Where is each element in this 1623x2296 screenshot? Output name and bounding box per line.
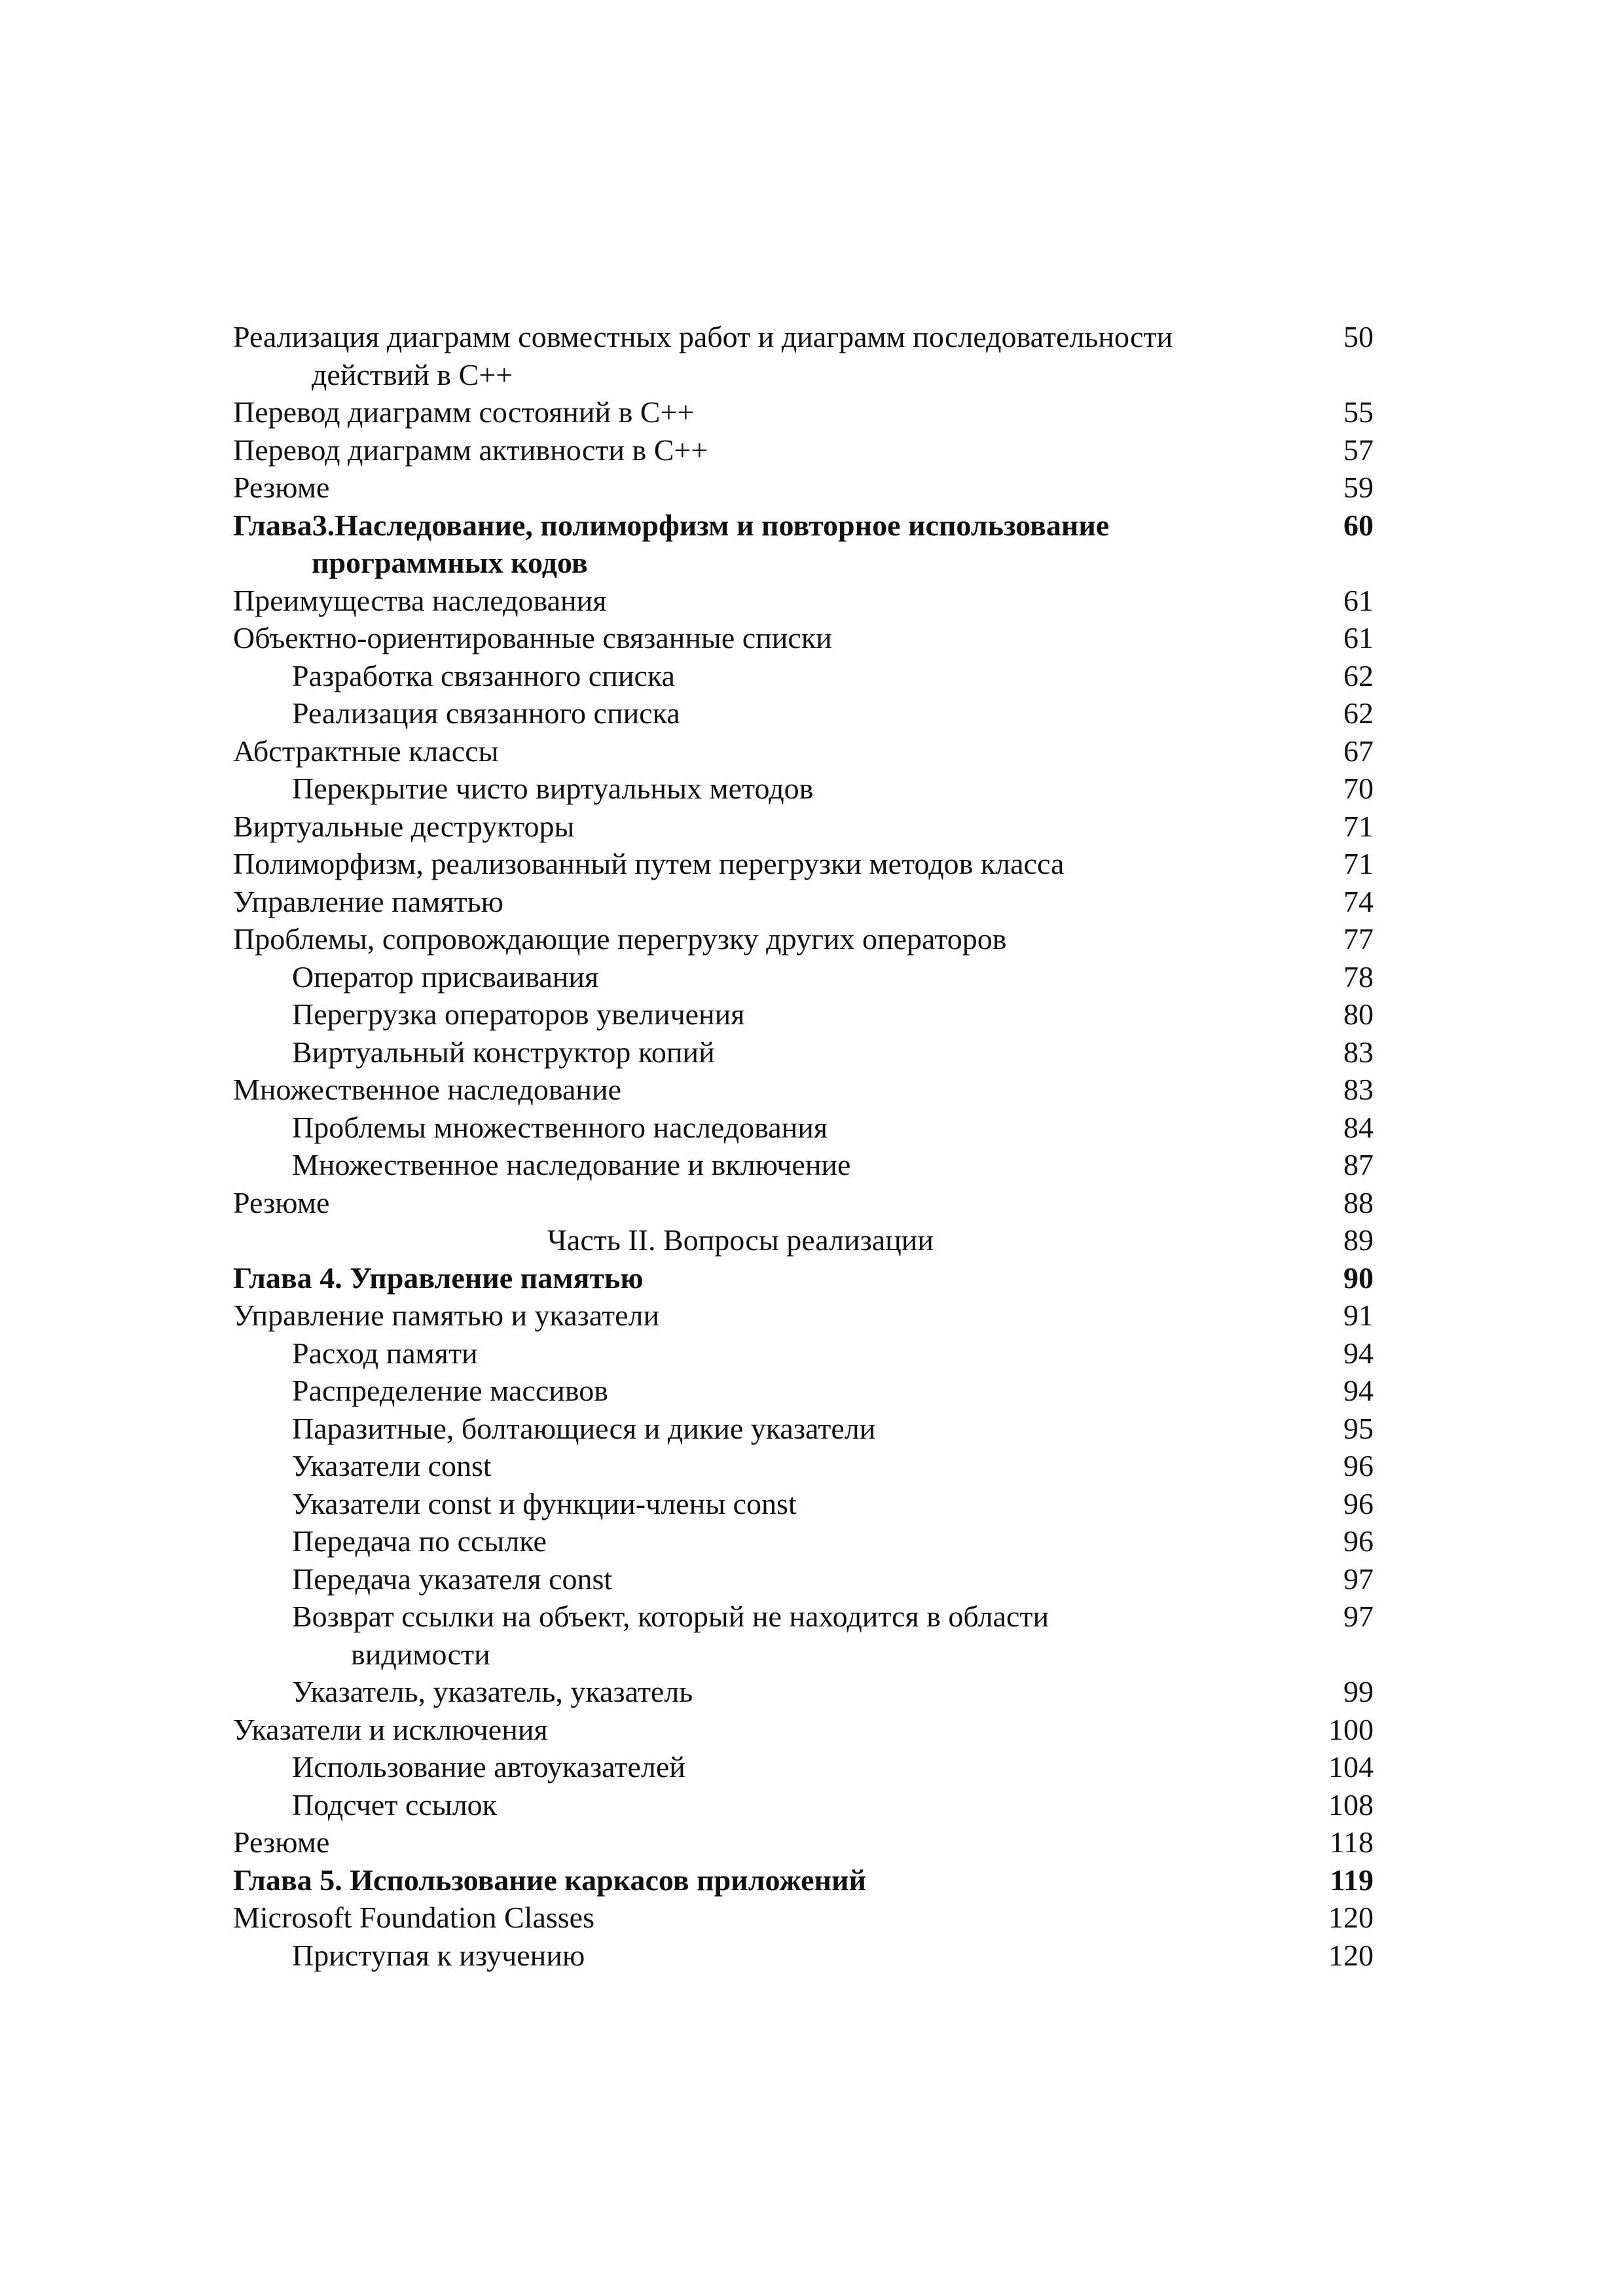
toc-entry-page: 97 xyxy=(1343,1562,1374,1596)
toc-subentry xyxy=(233,694,1379,732)
toc-entry-page: 95 xyxy=(1343,1411,1374,1445)
toc-entry-page: 119 xyxy=(1330,1863,1374,1897)
toc-entry xyxy=(233,393,1379,431)
toc-subentry xyxy=(233,657,1379,695)
toc-entry-title: Виртуальные деструкторы xyxy=(233,809,575,843)
toc-entry-title: Глава 5. Использование каркасов приложений xyxy=(233,1863,867,1897)
toc-entry-title: Глава 4. Управление памятью xyxy=(233,1261,644,1295)
toc-subentry xyxy=(233,1485,1379,1523)
toc-entry-page: 77 xyxy=(1343,922,1374,956)
toc-subentry xyxy=(233,1335,1379,1372)
toc-entry-title: Указатель, указатель, указатель xyxy=(292,1675,693,1708)
toc-entry xyxy=(233,318,1379,393)
toc-entry-page: 71 xyxy=(1343,809,1374,843)
toc-subentry xyxy=(233,1598,1379,1673)
toc-subentry xyxy=(233,1522,1379,1560)
toc-entry xyxy=(233,808,1379,846)
toc-entry-title: Преимущества наследования xyxy=(233,583,607,617)
toc-entry-page: 70 xyxy=(1343,772,1374,805)
toc-entry-page: 83 xyxy=(1343,1073,1374,1106)
toc-entry-page: 96 xyxy=(1343,1486,1374,1520)
toc-entry-page: 89 xyxy=(1343,1223,1374,1257)
toc-entry xyxy=(233,1297,1379,1335)
toc-subentry xyxy=(233,1748,1379,1786)
toc-subentry xyxy=(233,1786,1379,1824)
toc-entry-page: 100 xyxy=(1328,1712,1374,1746)
toc-entry-title: Абстрактные классы xyxy=(233,734,499,768)
toc-entry-title: Расход памяти xyxy=(292,1336,478,1370)
toc-entry xyxy=(233,1899,1379,1937)
toc-entry-page: 62 xyxy=(1343,658,1374,692)
toc-entry-page: 99 xyxy=(1343,1675,1374,1708)
toc-entry-title xyxy=(233,507,1254,582)
toc-entry-page: 55 xyxy=(1343,395,1374,429)
toc-entry-page: 88 xyxy=(1343,1185,1374,1219)
toc-entry-title-line1: Возврат ссылки на объект, который не находится в области xyxy=(292,1600,1049,1633)
toc-entry-page: 83 xyxy=(1343,1035,1374,1069)
toc-entry xyxy=(233,732,1379,770)
toc-entry-page: 120 xyxy=(1328,1938,1374,1972)
toc-subentry xyxy=(233,1560,1379,1598)
toc-entry-page: 84 xyxy=(1343,1110,1374,1144)
toc-entry-title: Управление памятью xyxy=(233,884,503,918)
toc-entry-title: Проблемы, сопровождающие перегрузку других операторов xyxy=(233,922,1007,956)
toc-entry-title: Microsoft Foundation Classes xyxy=(233,1901,594,1934)
toc-entry-page: 67 xyxy=(1343,734,1374,768)
toc-entry-title-line2: программных кодов xyxy=(312,546,588,579)
toc-entry-title: Перевод диаграмм состояний в C++ xyxy=(233,395,695,429)
toc-entry-title: Резюме xyxy=(233,471,330,504)
toc-subentry xyxy=(233,1447,1379,1485)
toc-entry xyxy=(233,845,1379,883)
toc-entry-title: Резюме xyxy=(233,1185,330,1219)
toc-entry xyxy=(233,1071,1379,1109)
toc-entry-page: 91 xyxy=(1343,1299,1374,1332)
toc-entry-page: 78 xyxy=(1343,960,1374,994)
toc-entry-title: Множественное наследование xyxy=(233,1073,622,1106)
toc-subentry xyxy=(233,1673,1379,1711)
toc-subentry xyxy=(233,1372,1379,1410)
toc-entry xyxy=(233,431,1379,469)
toc-entry-page: 60 xyxy=(1343,508,1374,542)
toc-entry-page: 97 xyxy=(1343,1600,1374,1633)
toc-subentry xyxy=(233,1033,1379,1071)
toc-entry xyxy=(233,1823,1379,1861)
toc-entry-page: 59 xyxy=(1343,471,1374,504)
toc-entry-title: Полиморфизм, реализованный путем перегрузки методов класса xyxy=(233,847,1065,880)
toc-entry-title: Подсчет ссылок xyxy=(292,1787,497,1821)
toc-entry-title: Множественное наследование и включение xyxy=(292,1148,851,1181)
toc-entry-title xyxy=(233,1598,1254,1673)
toc-chapter-heading xyxy=(233,1259,1379,1297)
toc-entry-title: Разработка связанного списка xyxy=(292,658,675,692)
toc-subentry xyxy=(233,770,1379,808)
toc-entry-page: 96 xyxy=(1343,1449,1374,1482)
toc-entry-title: Перекрытие чисто виртуальных методов xyxy=(292,772,814,805)
toc-subentry xyxy=(233,1109,1379,1147)
toc-entry xyxy=(233,920,1379,958)
toc-entry xyxy=(233,1184,1379,1222)
table-of-contents xyxy=(233,318,1379,1974)
toc-subentry xyxy=(233,1410,1379,1448)
toc-chapter-heading xyxy=(233,1861,1379,1899)
toc-chapter-heading xyxy=(233,507,1379,582)
toc-entry-page: 94 xyxy=(1343,1336,1374,1370)
toc-entry-title: Проблемы множественного наследования xyxy=(292,1110,828,1144)
toc-entry-title: Управление памятью и указатели xyxy=(233,1299,660,1332)
toc-entry-title: Приступая к изучению xyxy=(292,1938,585,1972)
toc-subentry xyxy=(233,958,1379,996)
toc-entry-title: Передача указателя const xyxy=(292,1562,613,1596)
toc-entry-page: 74 xyxy=(1343,884,1374,918)
toc-entry-page: 80 xyxy=(1343,997,1374,1031)
toc-entry-page: 94 xyxy=(1343,1374,1374,1407)
toc-entry-page: 62 xyxy=(1343,696,1374,730)
toc-entry-title: Резюме xyxy=(233,1825,330,1859)
toc-entry-title: Указатели const xyxy=(292,1449,492,1482)
toc-entry-page: 118 xyxy=(1329,1825,1374,1859)
toc-entry xyxy=(233,582,1379,620)
toc-entry xyxy=(233,619,1379,657)
toc-entry-page: 120 xyxy=(1328,1901,1374,1934)
toc-subentry xyxy=(233,1937,1379,1975)
toc-entry xyxy=(233,883,1379,921)
toc-entry-title: Перевод диаграмм активности в C++ xyxy=(233,433,708,467)
toc-entry-title xyxy=(233,318,1254,393)
toc-entry-title: Объектно-ориентированные связанные списки xyxy=(233,621,832,655)
toc-entry-title: Указатели и исключения xyxy=(233,1712,548,1746)
toc-entry-title-line1: Реализация диаграмм совместных работ и диаграмм последовательности xyxy=(233,320,1173,353)
toc-entry-title-line1: Глава3.Наследование, полиморфизм и повторное использование xyxy=(233,508,1110,542)
toc-entry-title-line2: действий в C++ xyxy=(312,357,513,391)
toc-entry-page: 90 xyxy=(1343,1261,1374,1295)
toc-entry-page: 87 xyxy=(1343,1148,1374,1181)
toc-part-heading xyxy=(233,1221,1379,1259)
toc-entry-title-line2: видимости xyxy=(351,1637,490,1671)
toc-entry xyxy=(233,469,1379,507)
toc-subentry xyxy=(233,996,1379,1033)
toc-subentry xyxy=(233,1146,1379,1184)
toc-entry-title: Указатели const и функции-члены const xyxy=(292,1486,797,1520)
toc-entry-page: 61 xyxy=(1343,583,1374,617)
toc-entry-title: Виртуальный конструктор копий xyxy=(292,1035,715,1069)
toc-entry-page: 71 xyxy=(1343,847,1374,880)
toc-entry xyxy=(233,1711,1379,1749)
toc-entry-title: Часть II. Вопросы реализации xyxy=(547,1223,934,1257)
toc-entry-page: 50 xyxy=(1343,320,1374,353)
toc-entry-title: Перегрузка операторов увеличения xyxy=(292,997,745,1031)
toc-entry-page: 57 xyxy=(1343,433,1374,467)
toc-entry-page: 61 xyxy=(1343,621,1374,655)
toc-entry-title: Оператор присваивания xyxy=(292,960,599,994)
toc-entry-title: Распределение массивов xyxy=(292,1374,608,1407)
toc-entry-title: Использование автоуказателей xyxy=(292,1750,685,1784)
toc-entry-page: 108 xyxy=(1328,1787,1374,1821)
toc-entry-page: 96 xyxy=(1343,1524,1374,1558)
toc-entry-title: Реализация связанного списка xyxy=(292,696,680,730)
toc-entry-title: Паразитные, болтающиеся и дикие указатели xyxy=(292,1411,876,1445)
toc-entry-title: Передача по ссылке xyxy=(292,1524,547,1558)
toc-entry-page: 104 xyxy=(1328,1750,1374,1784)
